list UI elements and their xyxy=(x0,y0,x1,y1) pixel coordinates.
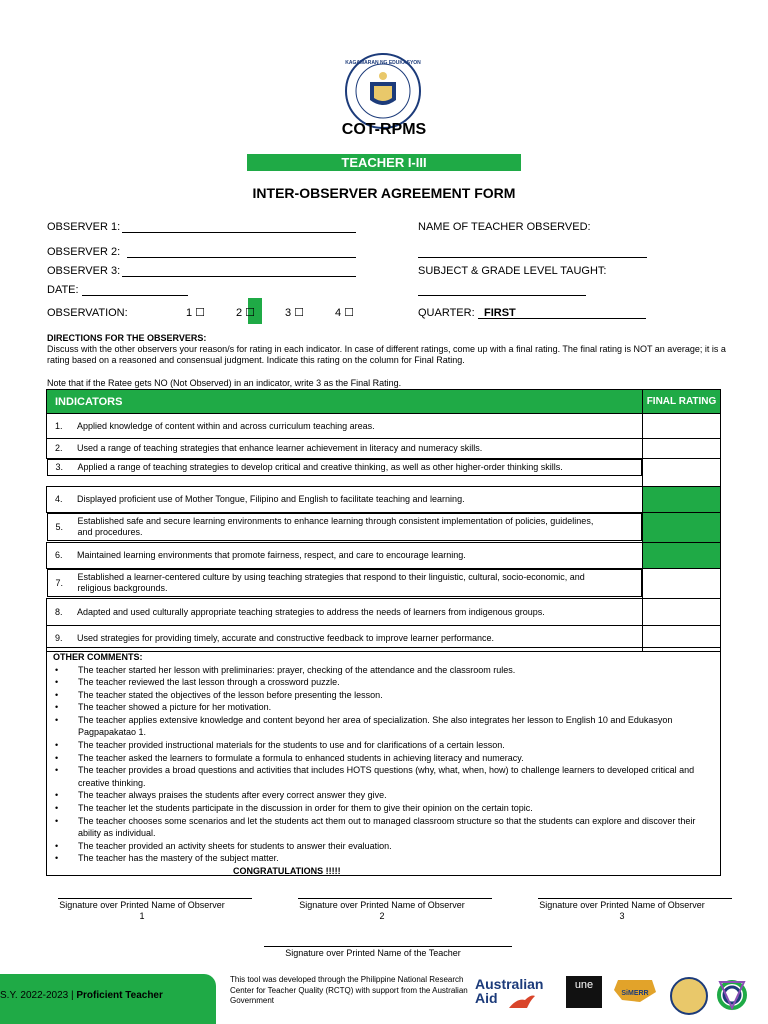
observation-option-4[interactable]: 4 ☐ xyxy=(335,307,355,319)
table-row xyxy=(47,439,721,459)
indicator-number: 8. xyxy=(55,606,63,617)
indicator-number: 6. xyxy=(55,550,63,560)
indicator-text: Established a learner-centered culture by using teaching strategies that respond to their linguistic, cultural, socio-economic, and religious backgrounds. xyxy=(77,572,585,593)
simerr-logo xyxy=(610,978,660,1004)
observer1-signature-line[interactable] xyxy=(58,898,252,899)
list-item: • The teacher reviewed the last lesson through a crossword puzzle. xyxy=(53,676,716,689)
rctq-logo xyxy=(712,978,752,1012)
teacher-signature-line[interactable] xyxy=(264,946,512,947)
observation-label: OBSERVATION: xyxy=(47,307,128,319)
list-item: • The teacher chooses some scenarios and let the students act them out to managed classroom structure so that the students can explore and discover their ability as individual. xyxy=(53,815,716,840)
list-item: • The teacher showed a picture for her motivation. xyxy=(53,701,716,714)
une-logo xyxy=(566,976,602,1008)
final-rating-cell[interactable] xyxy=(643,414,721,439)
list-item: • The teacher provided an activity sheets for students to answer their evaluation. xyxy=(53,840,716,853)
quarter-field[interactable] xyxy=(478,318,646,319)
indicator-text: Established safe and secure learning environments to enhance learning through consistent implementation of policies, guidelines, and procedures. xyxy=(77,516,594,537)
rctq-seal-logo xyxy=(670,977,708,1015)
quarter-label: QUARTER: xyxy=(418,307,475,319)
subject-grade-label: SUBJECT & GRADE LEVEL TAUGHT: xyxy=(418,265,607,277)
observer2-label: OBSERVER 2: xyxy=(47,246,121,258)
observer2-field[interactable] xyxy=(127,257,356,258)
deped-seal-logo xyxy=(344,52,422,130)
observation-option-1[interactable]: 1 ☐ xyxy=(186,307,206,319)
date-field[interactable] xyxy=(82,295,188,296)
australian-aid-line2: Aid xyxy=(475,990,498,1006)
final-rating-cell[interactable] xyxy=(643,487,721,513)
table-row xyxy=(47,599,721,626)
teacher-level-banner: TEACHER I-III xyxy=(247,154,521,171)
observation-option-2[interactable]: 2 ☐ xyxy=(236,307,256,319)
teacher-signature-label: Signature over Printed Name of the Teacher xyxy=(285,948,461,958)
date-label: DATE: xyxy=(47,284,79,296)
indicators-table xyxy=(46,389,721,652)
list-item: • The teacher provided instructional materials for the students to use and for clarifications of a certain lesson. xyxy=(53,739,716,752)
indicator-number: 5. xyxy=(55,521,64,532)
observer3-field[interactable] xyxy=(122,276,356,277)
indicator-number: 1. xyxy=(55,420,63,431)
list-item: • The teacher always praises the students after every correct answer they give. xyxy=(53,789,716,802)
directions-heading: DIRECTIONS FOR THE OBSERVERS: xyxy=(47,333,207,343)
observation-option-3[interactable]: 3 ☐ xyxy=(285,307,305,319)
page-title: COT-RPMS xyxy=(341,121,427,138)
proficiency-level-text: Proficient Teacher xyxy=(76,990,163,1001)
school-year-text: S.Y. 2022-2023 | xyxy=(0,990,74,1001)
table-row xyxy=(47,459,721,487)
simerr-logo-text: SiMERR xyxy=(621,990,649,997)
observer3-signature-label: Signature over Printed Name of Observer 3 xyxy=(539,900,705,921)
final-rating-cell[interactable] xyxy=(643,459,721,487)
indicator-number: 2. xyxy=(55,443,63,453)
congratulations-text: CONGRATULATIONS !!!!! xyxy=(233,866,341,876)
table-row xyxy=(47,569,721,599)
table-row xyxy=(47,414,721,439)
directions-body: Discuss with the other observers your reason/s for rating in each indicator. In case of different ratings, come up with a final rating. The final rating is NOT an average; it is a rating based on a reasoned and consensual judgment. Indicate this rating on the column for Final Rating. xyxy=(47,344,726,365)
observer2-signature-label: Signature over Printed Name of Observer 2 xyxy=(299,900,465,921)
list-item: • The teacher let the students participate in the discussion in order for them to give their opinion on the certain topic. xyxy=(53,802,716,815)
observer1-label: OBSERVER 1: xyxy=(47,221,121,233)
indicator-text: Applied knowledge of content within and across curriculum teaching areas. xyxy=(77,420,375,431)
subject-grade-field[interactable] xyxy=(418,295,586,296)
une-logo-text: une xyxy=(574,979,594,991)
final-rating-header: FINAL RATING xyxy=(643,390,721,414)
indicator-number: 4. xyxy=(55,494,63,504)
indicator-text: Used a range of teaching strategies that enhance learner achievement in literacy and numeracy skills. xyxy=(77,443,483,453)
directions-block xyxy=(47,333,727,366)
list-item: • The teacher applies extensive knowledge and content beyond her area of specialization. She also integrates her lesson to English 10 and Edukasyon Pagpapakatao 1. xyxy=(53,714,716,739)
table-row xyxy=(47,543,721,569)
observer1-field[interactable] xyxy=(122,232,356,233)
comments-heading: OTHER COMMENTS: xyxy=(53,652,143,662)
list-item: • The teacher stated the objectives of the lesson before presenting the lesson. xyxy=(53,689,716,702)
observer3-signature-line[interactable] xyxy=(538,898,732,899)
list-item: • The teacher provides a broad questions and activities that includes HOTS questions (why, what, when, how) to challenge learners to developed critical and creative thinking. xyxy=(53,764,716,789)
list-item: • The teacher has the mastery of the subject matter. xyxy=(53,852,716,865)
footer-tool-note: This tool was developed through the Philippine National Research Center for Teacher Quality (RCTQ) with support from the Australian Government xyxy=(230,975,468,1005)
form-title: INTER-OBSERVER AGREEMENT FORM xyxy=(252,185,516,201)
list-item: • The teacher asked the learners to formulate a formula to enhanced students in achieving literacy and numeracy. xyxy=(53,752,716,765)
final-rating-cell[interactable] xyxy=(643,569,721,599)
indicators-header: INDICATORS xyxy=(47,390,643,414)
final-rating-cell[interactable] xyxy=(643,513,721,543)
australian-aid-line1: Australian xyxy=(475,976,544,992)
footer-school-year xyxy=(0,990,163,1001)
indicator-number: 3. xyxy=(55,462,64,472)
observer1-signature-label: Signature over Printed Name of Observer 1 xyxy=(59,900,225,921)
final-rating-cell[interactable] xyxy=(643,599,721,626)
directions-note: Note that if the Ratee gets NO (Not Observed) in an indicator, write 3 as the Final Rating. xyxy=(47,378,402,388)
list-item: • The teacher started her lesson with preliminaries: prayer, checking of the attendance and the classroom rules. xyxy=(53,664,716,677)
table-row xyxy=(47,513,721,543)
comments-list xyxy=(53,664,716,866)
indicator-text: Applied a range of teaching strategies to develop critical and creative thinking, as well as other higher-order thinking skills. xyxy=(77,462,563,472)
teacher-observed-field[interactable] xyxy=(418,257,647,258)
indicator-text: Used strategies for providing timely, accurate and constructive feedback to improve learner performance. xyxy=(77,633,495,643)
seal-text: KAGAWARAN NG EDUKASYON xyxy=(345,60,421,66)
comments-box xyxy=(46,647,721,876)
indicator-number: 9. xyxy=(55,633,63,643)
final-rating-cell[interactable] xyxy=(643,439,721,459)
teacher-observed-label: NAME OF TEACHER OBSERVED: xyxy=(418,221,591,233)
quarter-value: FIRST xyxy=(484,307,516,319)
indicator-text: Adapted and used culturally appropriate teaching strategies to address the needs of learners from indigenous groups. xyxy=(77,606,545,617)
observer2-signature-line[interactable] xyxy=(298,898,492,899)
final-rating-cell[interactable] xyxy=(643,543,721,569)
indicator-text: Displayed proficient use of Mother Tongue, Filipino and English to facilitate teaching and learning. xyxy=(77,494,465,504)
kangaroo-icon xyxy=(507,992,537,1010)
indicator-number: 7. xyxy=(55,577,64,588)
table-row xyxy=(47,487,721,513)
indicator-text: Maintained learning environments that promote fairness, respect, and care to encourage learning. xyxy=(77,550,466,560)
observer3-label: OBSERVER 3: xyxy=(47,265,121,277)
